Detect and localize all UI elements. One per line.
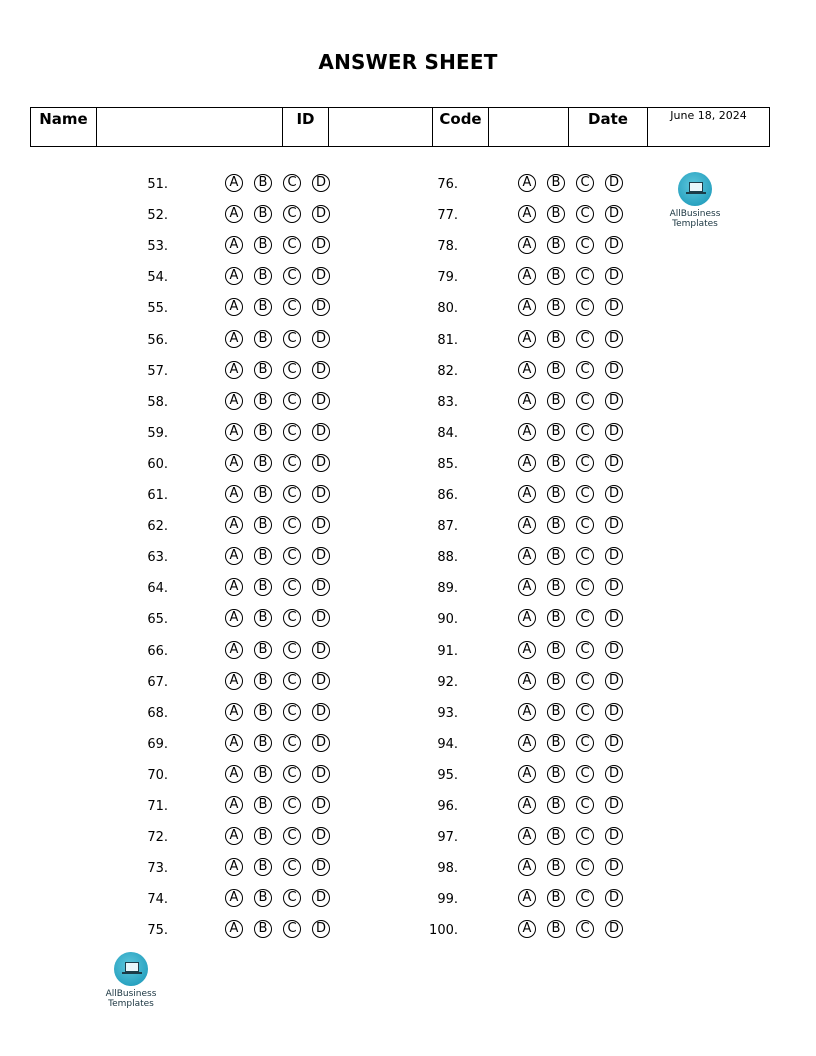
answer-bubble-a[interactable]: A [518, 578, 536, 596]
answer-bubble-b[interactable]: B [547, 641, 565, 659]
answer-bubble-a[interactable]: A [518, 889, 536, 907]
answer-bubble-d[interactable]: D [312, 423, 330, 441]
date-label: Date [569, 108, 648, 147]
answer-bubble-d[interactable]: D [312, 454, 330, 472]
answer-bubble-c[interactable]: C [576, 267, 594, 285]
answer-bubble-a[interactable]: A [518, 672, 536, 690]
answer-bubble-b[interactable]: B [254, 796, 272, 814]
answer-bubble-b[interactable]: B [547, 578, 565, 596]
answer-bubble-d[interactable]: D [312, 672, 330, 690]
answer-bubble-d[interactable]: D [605, 205, 623, 223]
answer-bubble-b[interactable]: B [254, 858, 272, 876]
question-number: 56. [147, 333, 168, 348]
answer-bubble-c[interactable]: C [283, 920, 301, 938]
answer-bubble-d[interactable]: D [312, 703, 330, 721]
answer-bubble-d[interactable]: D [312, 641, 330, 659]
answer-bubble-c[interactable]: C [576, 298, 594, 316]
answer-bubble-d[interactable]: D [605, 920, 623, 938]
answer-bubble-c[interactable]: C [283, 298, 301, 316]
answer-bubble-b[interactable]: B [547, 298, 565, 316]
answer-bubble-c[interactable]: C [283, 423, 301, 441]
answer-bubble-c[interactable]: C [576, 485, 594, 503]
answer-bubble-b[interactable]: B [254, 298, 272, 316]
question-number: 93. [437, 706, 458, 721]
answer-bubble-a[interactable]: A [518, 236, 536, 254]
answer-bubble-d[interactable]: D [605, 330, 623, 348]
answer-bubble-a[interactable]: A [225, 858, 243, 876]
name-label: Name [31, 108, 97, 147]
question-number: 96. [437, 799, 458, 814]
answer-bubble-a[interactable]: A [518, 392, 536, 410]
answer-bubble-a[interactable]: A [225, 547, 243, 565]
question-number: 52. [147, 208, 168, 223]
answer-bubble-a[interactable]: A [518, 703, 536, 721]
question-number: 85. [437, 457, 458, 472]
answer-bubble-c[interactable]: C [576, 858, 594, 876]
answer-bubble-c[interactable]: C [283, 454, 301, 472]
answer-bubble-b[interactable]: B [254, 641, 272, 659]
answer-bubble-d[interactable]: D [312, 858, 330, 876]
logo-text-line2: Templates [108, 999, 154, 1009]
answer-bubble-c[interactable]: C [576, 672, 594, 690]
question-number: 62. [147, 519, 168, 534]
answer-bubble-d[interactable]: D [312, 827, 330, 845]
answer-bubble-b[interactable]: B [547, 796, 565, 814]
answer-bubble-d[interactable]: D [605, 423, 623, 441]
answer-bubble-b[interactable]: B [547, 330, 565, 348]
answer-bubble-d[interactable]: D [605, 734, 623, 752]
question-number: 88. [437, 550, 458, 565]
answer-bubble-d[interactable]: D [312, 578, 330, 596]
answer-bubble-a[interactable]: A [518, 765, 536, 783]
answer-bubble-b[interactable]: B [547, 392, 565, 410]
answer-bubble-a[interactable]: A [518, 516, 536, 534]
answer-bubble-c[interactable]: C [283, 672, 301, 690]
answer-bubble-c[interactable]: C [576, 765, 594, 783]
date-value: June 18, 2024 [648, 108, 770, 147]
answer-bubble-d[interactable]: D [605, 827, 623, 845]
question-number: 89. [437, 581, 458, 596]
answer-bubble-c[interactable]: C [576, 423, 594, 441]
answer-bubble-b[interactable]: B [254, 205, 272, 223]
answer-bubble-c[interactable]: C [576, 734, 594, 752]
id-label: ID [283, 108, 329, 147]
question-number: 73. [147, 861, 168, 876]
answer-bubble-c[interactable]: C [576, 796, 594, 814]
answer-bubble-b[interactable]: B [254, 734, 272, 752]
question-number: 51. [147, 177, 168, 192]
answer-bubble-c[interactable]: C [283, 547, 301, 565]
answer-bubble-a[interactable]: A [225, 734, 243, 752]
question-number: 70. [147, 768, 168, 783]
answer-bubble-c[interactable]: C [576, 392, 594, 410]
answer-bubble-b[interactable]: B [254, 920, 272, 938]
question-number: 80. [437, 301, 458, 316]
answer-bubble-d[interactable]: D [312, 920, 330, 938]
answer-bubble-c[interactable]: C [576, 174, 594, 192]
answer-bubble-d[interactable]: D [312, 298, 330, 316]
answer-bubble-c[interactable]: C [283, 361, 301, 379]
question-number: 66. [147, 644, 168, 659]
answer-bubble-b[interactable]: B [254, 578, 272, 596]
answer-bubble-d[interactable]: D [312, 236, 330, 254]
question-number: 57. [147, 364, 168, 379]
answer-bubble-a[interactable]: A [518, 330, 536, 348]
answer-bubble-a[interactable]: A [225, 361, 243, 379]
answer-bubble-b[interactable]: B [254, 267, 272, 285]
code-field[interactable] [489, 108, 569, 147]
answer-bubble-a[interactable]: A [518, 174, 536, 192]
answer-bubble-b[interactable]: B [547, 267, 565, 285]
answer-bubble-b[interactable]: B [547, 236, 565, 254]
answer-bubble-a[interactable]: A [225, 827, 243, 845]
answer-bubble-b[interactable]: B [547, 609, 565, 627]
answer-bubble-d[interactable]: D [312, 734, 330, 752]
logo-text-line1: AllBusiness [669, 209, 721, 219]
answer-bubble-b[interactable]: B [547, 454, 565, 472]
question-number: 95. [437, 768, 458, 783]
page-title: ANSWER SHEET [318, 50, 498, 74]
answer-bubble-d[interactable]: D [312, 516, 330, 534]
answer-bubble-a[interactable]: A [518, 547, 536, 565]
answer-bubble-c[interactable]: C [576, 516, 594, 534]
answer-bubble-b[interactable]: B [547, 734, 565, 752]
question-number: 75. [147, 923, 168, 938]
answer-bubble-c[interactable]: C [283, 578, 301, 596]
question-number: 94. [437, 737, 458, 752]
answer-bubble-b[interactable]: B [254, 609, 272, 627]
question-number: 90. [437, 612, 458, 627]
answer-bubble-c[interactable]: C [283, 330, 301, 348]
name-field[interactable] [97, 108, 283, 147]
answer-bubble-b[interactable]: B [254, 703, 272, 721]
answer-bubble-b[interactable]: B [547, 858, 565, 876]
code-label: Code [433, 108, 489, 147]
answer-bubble-a[interactable]: A [225, 236, 243, 254]
answer-bubble-a[interactable]: A [518, 920, 536, 938]
answer-bubble-d[interactable]: D [312, 889, 330, 907]
answer-bubble-d[interactable]: D [312, 796, 330, 814]
answer-bubble-d[interactable]: D [605, 578, 623, 596]
answer-bubble-b[interactable]: B [547, 485, 565, 503]
question-number: 59. [147, 426, 168, 441]
laptop-icon [114, 952, 148, 986]
answer-bubble-c[interactable]: C [283, 703, 301, 721]
answer-bubble-a[interactable]: A [225, 267, 243, 285]
answer-bubble-c[interactable]: C [576, 703, 594, 721]
answer-bubble-a[interactable]: A [225, 516, 243, 534]
answer-bubble-c[interactable]: C [283, 392, 301, 410]
answer-bubble-c[interactable]: C [576, 578, 594, 596]
answer-bubble-a[interactable]: A [225, 330, 243, 348]
id-field[interactable] [329, 108, 433, 147]
question-number: 78. [437, 239, 458, 254]
answer-bubble-a[interactable]: A [518, 734, 536, 752]
answer-bubble-c[interactable]: C [576, 454, 594, 472]
laptop-icon [678, 172, 712, 206]
question-number: 76. [437, 177, 458, 192]
answer-bubble-a[interactable]: A [225, 796, 243, 814]
answer-bubble-a[interactable]: A [518, 609, 536, 627]
answer-bubble-c[interactable]: C [576, 609, 594, 627]
question-number: 82. [437, 364, 458, 379]
answer-bubble-a[interactable]: A [225, 920, 243, 938]
answer-bubble-b[interactable]: B [254, 827, 272, 845]
answer-bubble-a[interactable]: A [518, 361, 536, 379]
answer-bubble-d[interactable]: D [605, 703, 623, 721]
question-number: 69. [147, 737, 168, 752]
question-number: 100. [429, 923, 458, 938]
answer-bubble-d[interactable]: D [312, 267, 330, 285]
answer-bubble-c[interactable]: C [283, 485, 301, 503]
question-number: 98. [437, 861, 458, 876]
question-number: 81. [437, 333, 458, 348]
answer-bubble-a[interactable]: A [518, 485, 536, 503]
question-number: 84. [437, 426, 458, 441]
answer-bubble-a[interactable]: A [518, 423, 536, 441]
answer-bubble-b[interactable]: B [254, 516, 272, 534]
answer-bubble-c[interactable]: C [283, 205, 301, 223]
answer-bubble-d[interactable]: D [605, 454, 623, 472]
answer-bubble-c[interactable]: C [576, 889, 594, 907]
answer-bubble-d[interactable]: D [312, 547, 330, 565]
question-number: 61. [147, 488, 168, 503]
answer-bubble-b[interactable]: B [547, 516, 565, 534]
answer-bubble-d[interactable]: D [605, 485, 623, 503]
question-number: 92. [437, 675, 458, 690]
question-number: 99. [437, 892, 458, 907]
answer-bubble-b[interactable]: B [254, 889, 272, 907]
question-number: 67. [147, 675, 168, 690]
answer-bubble-b[interactable]: B [254, 361, 272, 379]
answer-bubble-b[interactable]: B [547, 174, 565, 192]
answer-bubble-b[interactable]: B [547, 423, 565, 441]
answer-bubble-c[interactable]: C [283, 609, 301, 627]
answer-bubble-a[interactable]: A [518, 796, 536, 814]
answer-bubble-c[interactable]: C [576, 330, 594, 348]
answer-bubble-c[interactable]: C [283, 174, 301, 192]
question-number: 87. [437, 519, 458, 534]
question-number: 72. [147, 830, 168, 845]
answer-bubble-b[interactable]: B [254, 672, 272, 690]
answer-bubble-b[interactable]: B [547, 672, 565, 690]
answer-bubble-d[interactable]: D [605, 641, 623, 659]
answer-bubble-a[interactable]: A [225, 641, 243, 659]
answer-bubble-b[interactable]: B [254, 547, 272, 565]
question-number: 68. [147, 706, 168, 721]
question-number: 60. [147, 457, 168, 472]
answer-bubble-a[interactable]: A [225, 672, 243, 690]
answer-bubble-b[interactable]: B [254, 454, 272, 472]
answer-bubble-a[interactable]: A [518, 827, 536, 845]
answer-bubble-d[interactable]: D [605, 267, 623, 285]
answer-bubble-d[interactable]: D [312, 174, 330, 192]
answer-bubble-c[interactable]: C [576, 236, 594, 254]
answer-bubble-b[interactable]: B [547, 361, 565, 379]
answer-bubble-d[interactable]: D [605, 796, 623, 814]
question-number: 63. [147, 550, 168, 565]
answer-bubble-a[interactable]: A [518, 641, 536, 659]
answer-bubble-c[interactable]: C [283, 858, 301, 876]
answer-bubble-d[interactable]: D [312, 361, 330, 379]
answer-bubble-a[interactable]: A [225, 609, 243, 627]
logo-text-line2: Templates [672, 219, 718, 229]
question-number: 54. [147, 270, 168, 285]
question-number: 74. [147, 892, 168, 907]
question-number: 79. [437, 270, 458, 285]
answer-bubble-a[interactable]: A [225, 703, 243, 721]
answer-bubble-a[interactable]: A [225, 174, 243, 192]
answer-bubble-c[interactable]: C [283, 827, 301, 845]
answer-bubble-b[interactable]: B [547, 765, 565, 783]
answer-bubble-a[interactable]: A [518, 858, 536, 876]
answer-bubble-b[interactable]: B [547, 703, 565, 721]
answer-bubble-c[interactable]: C [576, 827, 594, 845]
question-number: 65. [147, 612, 168, 627]
answer-bubble-b[interactable]: B [254, 330, 272, 348]
answer-bubble-d[interactable]: D [605, 516, 623, 534]
answer-bubble-c[interactable]: C [576, 641, 594, 659]
answer-bubble-d[interactable]: D [605, 889, 623, 907]
answer-bubble-b[interactable]: B [254, 174, 272, 192]
answer-bubble-b[interactable]: B [547, 889, 565, 907]
answer-bubble-c[interactable]: C [283, 516, 301, 534]
answer-bubble-c[interactable]: C [576, 920, 594, 938]
answer-bubble-c[interactable]: C [283, 889, 301, 907]
answer-bubble-a[interactable]: A [225, 205, 243, 223]
answer-bubble-d[interactable]: D [605, 765, 623, 783]
answer-bubble-c[interactable]: C [576, 205, 594, 223]
answer-bubble-d[interactable]: D [605, 174, 623, 192]
answer-bubble-c[interactable]: C [283, 267, 301, 285]
answer-bubble-d[interactable]: D [312, 330, 330, 348]
answer-bubble-c[interactable]: C [576, 361, 594, 379]
question-number: 77. [437, 208, 458, 223]
answer-bubble-a[interactable]: A [225, 454, 243, 472]
answer-bubble-a[interactable]: A [225, 485, 243, 503]
question-number: 64. [147, 581, 168, 596]
answer-bubble-d[interactable]: D [605, 392, 623, 410]
answer-bubble-d[interactable]: D [312, 485, 330, 503]
answer-bubble-a[interactable]: A [518, 267, 536, 285]
answer-bubble-d[interactable]: D [605, 361, 623, 379]
answer-bubble-c[interactable]: C [283, 796, 301, 814]
answer-bubble-b[interactable]: B [547, 205, 565, 223]
answer-bubble-c[interactable]: C [283, 765, 301, 783]
question-number: 55. [147, 301, 168, 316]
question-number: 71. [147, 799, 168, 814]
answer-bubble-b[interactable]: B [254, 485, 272, 503]
answer-bubble-c[interactable]: C [576, 547, 594, 565]
answer-bubble-a[interactable]: A [518, 298, 536, 316]
answer-bubble-a[interactable]: A [518, 454, 536, 472]
answer-bubble-d[interactable]: D [605, 298, 623, 316]
answer-bubble-b[interactable]: B [547, 827, 565, 845]
answer-bubble-c[interactable]: C [283, 236, 301, 254]
header-table [30, 107, 770, 147]
question-number: 97. [437, 830, 458, 845]
answer-bubble-d[interactable]: D [605, 858, 623, 876]
question-number: 86. [437, 488, 458, 503]
answer-bubble-a[interactable]: A [225, 298, 243, 316]
question-number: 91. [437, 644, 458, 659]
answer-bubble-d[interactable]: D [605, 547, 623, 565]
answer-bubble-b[interactable]: B [254, 765, 272, 783]
answer-bubble-d[interactable]: D [605, 236, 623, 254]
answer-bubble-a[interactable]: A [225, 423, 243, 441]
answer-bubble-a[interactable]: A [225, 392, 243, 410]
answer-bubble-a[interactable]: A [225, 889, 243, 907]
brand-logo [665, 172, 725, 229]
answer-bubble-d[interactable]: D [605, 609, 623, 627]
answer-bubble-d[interactable]: D [312, 392, 330, 410]
answer-bubble-d[interactable]: D [312, 609, 330, 627]
question-number: 83. [437, 395, 458, 410]
logo-text-line1: AllBusiness [105, 989, 157, 999]
answer-bubble-a[interactable]: A [225, 578, 243, 596]
answer-bubble-a[interactable]: A [518, 205, 536, 223]
answer-bubble-c[interactable]: C [283, 734, 301, 752]
answer-bubble-d[interactable]: D [605, 672, 623, 690]
answer-bubble-c[interactable]: C [283, 641, 301, 659]
answer-bubble-b[interactable]: B [254, 236, 272, 254]
answer-bubble-d[interactable]: D [312, 765, 330, 783]
answer-bubble-d[interactable]: D [312, 205, 330, 223]
brand-logo-footer [101, 952, 161, 1009]
answer-bubble-b[interactable]: B [254, 423, 272, 441]
question-number: 58. [147, 395, 168, 410]
answer-bubble-b[interactable]: B [547, 920, 565, 938]
answer-bubble-b[interactable]: B [547, 547, 565, 565]
question-number: 53. [147, 239, 168, 254]
answer-bubble-b[interactable]: B [254, 392, 272, 410]
answer-bubble-a[interactable]: A [225, 765, 243, 783]
